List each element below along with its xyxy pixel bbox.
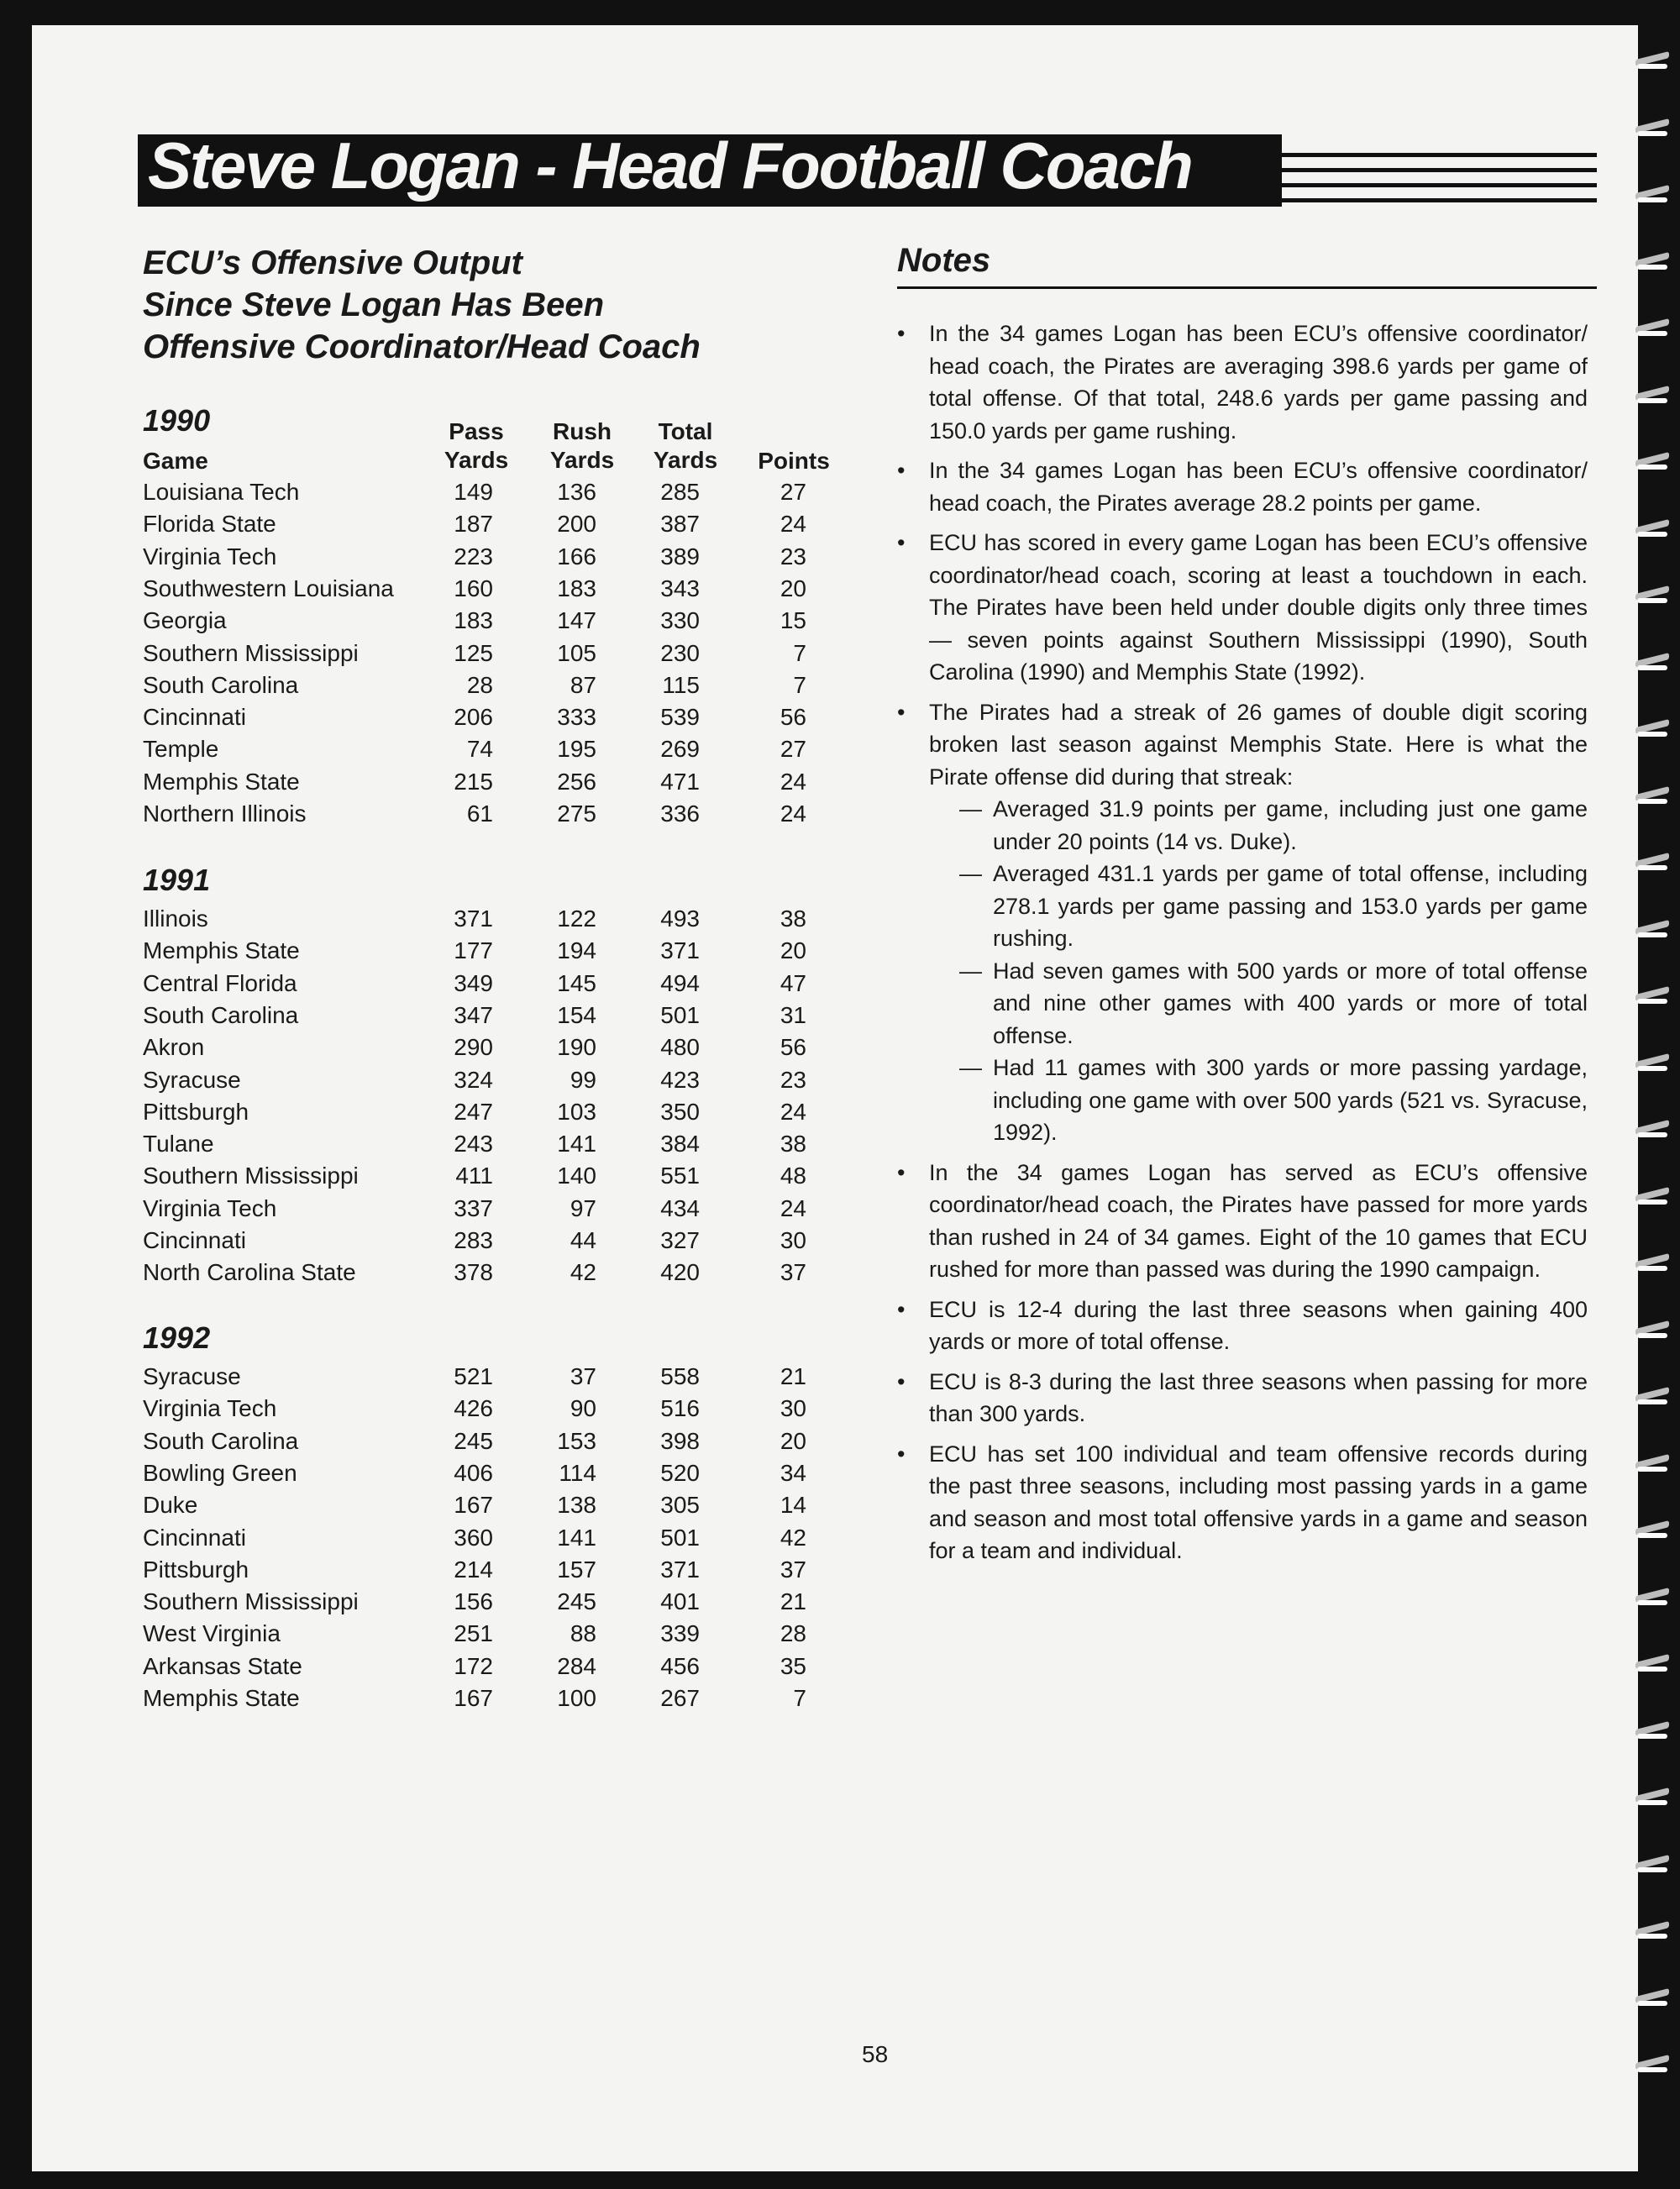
total-yards-cell: 330	[660, 607, 700, 634]
binding-coil	[1634, 852, 1676, 877]
pass-yards-cell: 337	[454, 1194, 493, 1221]
rush-yards-cell: 195	[557, 736, 596, 763]
rush-yards-cell: 87	[570, 671, 596, 698]
note-sub-text: Had seven games with 500 yards or more of total offense and nine other games with 400 yards or more of total offense.	[993, 958, 1588, 1048]
opponent-cell: Louisiana Tech	[143, 479, 300, 505]
table-row	[143, 640, 840, 672]
pass-yards-cell: 167	[454, 1685, 493, 1711]
pass-yards-cell: 172	[454, 1652, 493, 1679]
total-yards-cell: 343	[660, 575, 700, 601]
note-text: • In the 34 games Logan has served as ECU’s offensive coordinator/head coach, the Pirates have passed for more yards than rushed in 24 of 34 games. Eight of the 10 games that ECU rushed for more than passed was during the 1990 campaign.	[929, 1159, 1588, 1282]
rush-yards-cell: 153	[557, 1427, 596, 1454]
total-yards-cell: 384	[660, 1131, 700, 1157]
points-cell: 48	[780, 1163, 806, 1189]
pass-yards-cell: 371	[454, 906, 493, 932]
col-header-pass	[434, 417, 518, 475]
total-yards-cell: 387	[660, 511, 700, 538]
pass-yards-cell: 61	[466, 801, 493, 827]
rush-yards-cell: 157	[557, 1556, 596, 1583]
rush-yards-cell: 183	[557, 575, 596, 601]
table-row	[143, 704, 840, 736]
opponent-cell: South Carolina	[143, 1427, 299, 1454]
points-cell: 24	[780, 1098, 806, 1125]
pass-yards-cell: 74	[466, 736, 493, 763]
binding-coil	[1634, 318, 1676, 343]
rush-yards-cell: 166	[557, 543, 596, 570]
opponent-cell: Akron	[143, 1034, 205, 1061]
note-sub-text: Averaged 31.9 points per game, including just one game under 20 points (14 vs. Duke).	[993, 796, 1588, 854]
total-yards-cell: 539	[660, 704, 700, 731]
points-cell: 34	[780, 1459, 806, 1486]
table-row	[143, 511, 840, 543]
binding-coil	[1634, 1787, 1676, 1812]
pass-yards-cell: 406	[454, 1459, 493, 1486]
pass-yards-cell: 167	[454, 1492, 493, 1519]
binding-coil	[1634, 184, 1676, 209]
rush-yards-cell: 154	[557, 1001, 596, 1028]
total-yards-cell: 398	[660, 1427, 700, 1454]
pass-yards-cell: 521	[454, 1363, 493, 1389]
binding-coil	[1634, 518, 1676, 543]
total-yards-cell: 350	[660, 1098, 700, 1125]
table-row	[143, 1653, 840, 1685]
points-cell: 24	[780, 768, 806, 795]
opponent-cell: Northern Illinois	[143, 801, 307, 827]
table-row	[143, 1259, 840, 1291]
rush-yards-cell: 256	[557, 768, 596, 795]
note-item	[897, 1366, 1588, 1430]
binding-coil	[1634, 585, 1676, 610]
points-cell: 42	[780, 1524, 806, 1551]
page-title: Steve Logan - Head Football Coach	[148, 129, 1192, 202]
note-sub-text: Had 11 games with 300 yards or more passing yardage, including one game with over 500 yards (521 vs. Syracuse, 1992).	[993, 1055, 1588, 1145]
col-header-line: Total	[658, 418, 713, 444]
opponent-cell: North Carolina State	[143, 1259, 356, 1286]
binding-coil	[1634, 1720, 1676, 1745]
rush-yards-cell: 138	[557, 1492, 596, 1519]
note-sub-item	[929, 793, 1588, 858]
opponent-cell: Virginia Tech	[143, 543, 277, 570]
pass-yards-cell: 160	[454, 575, 493, 601]
opponent-cell: Virginia Tech	[143, 1395, 277, 1422]
total-yards-cell: 480	[660, 1034, 700, 1061]
opponent-cell: Pittsburgh	[143, 1098, 249, 1125]
points-cell: 30	[780, 1227, 806, 1253]
total-yards-cell: 471	[660, 768, 700, 795]
rush-yards-cell: 136	[557, 479, 596, 505]
pass-yards-cell: 347	[454, 1001, 493, 1028]
total-yards-cell: 456	[660, 1652, 700, 1679]
binding-coil	[1634, 985, 1676, 1011]
rush-yards-cell: 194	[557, 937, 596, 964]
pass-yards-cell: 426	[454, 1395, 493, 1422]
opponent-cell: West Virginia	[143, 1620, 281, 1647]
points-cell: 21	[780, 1588, 806, 1615]
binding-coil	[1634, 451, 1676, 476]
points-cell: 37	[780, 1556, 806, 1583]
binding-coil	[1634, 2054, 1676, 2079]
total-yards-cell: 501	[660, 1001, 700, 1028]
notes-list	[897, 318, 1588, 1575]
opponent-cell: Cincinnati	[143, 1227, 246, 1253]
opponent-cell: Southern Mississippi	[143, 1588, 359, 1615]
opponent-cell: Cincinnati	[143, 704, 246, 731]
total-yards-cell: 371	[660, 937, 700, 964]
table-row	[143, 1034, 840, 1066]
table-row	[143, 801, 840, 832]
total-yards-cell: 285	[660, 479, 700, 505]
total-yards-cell: 558	[660, 1363, 700, 1389]
table-row	[143, 479, 840, 511]
binding-coil	[1634, 1987, 1676, 2013]
table-row	[143, 769, 840, 801]
note-item	[897, 1438, 1588, 1567]
points-cell: 20	[780, 575, 806, 601]
total-yards-cell: 269	[660, 736, 700, 763]
col-header-line: Yards	[549, 447, 615, 473]
opponent-cell: Syracuse	[143, 1066, 241, 1093]
note-item	[897, 1294, 1588, 1358]
note-sub-item	[929, 858, 1588, 955]
col-header-line: Rush	[553, 418, 612, 444]
note-item	[897, 696, 1588, 1149]
points-cell: 15	[780, 607, 806, 634]
rush-yards-cell: 37	[570, 1363, 596, 1389]
table-row	[143, 1685, 840, 1717]
pass-yards-cell: 177	[454, 937, 493, 964]
note-sub-text: Averaged 431.1 yards per game of total offense, including 278.1 yards per game passing and 153.0 yards per game rushing.	[993, 861, 1588, 951]
points-cell: 38	[780, 1131, 806, 1157]
heading-line: Since Steve Logan Has Been	[143, 286, 605, 323]
table-row	[143, 1363, 840, 1395]
table-row	[143, 736, 840, 768]
opponent-cell: South Carolina	[143, 1001, 299, 1028]
points-cell: 31	[780, 1001, 806, 1028]
opponent-cell: South Carolina	[143, 671, 299, 698]
spiral-binding	[1634, 50, 1680, 2150]
pass-yards-cell: 349	[454, 969, 493, 996]
opponent-cell: Memphis State	[143, 1685, 300, 1711]
table-row	[143, 937, 840, 969]
opponent-cell: Memphis State	[143, 937, 300, 964]
note-sub-item	[929, 1052, 1588, 1149]
opponent-cell: Cincinnati	[143, 1524, 246, 1551]
heading-line: ECU’s Offensive Output	[143, 244, 522, 281]
note-text: • In the 34 games Logan has been ECU’s offensive coordinator/ head coach, the Pirates are averaging 398.6 yards per game of total offense. Of that total, 248.6 yards per game passing and 150.0 yards per game rushing.	[929, 321, 1588, 444]
points-cell: 23	[780, 543, 806, 570]
points-cell: 28	[780, 1620, 806, 1647]
points-cell: 24	[780, 1194, 806, 1221]
points-cell: 7	[793, 1685, 806, 1711]
opponent-cell: Duke	[143, 1492, 198, 1519]
dash-bullet: —	[959, 1055, 982, 1080]
pass-yards-cell: 411	[455, 1163, 493, 1189]
opponent-cell: Illinois	[143, 906, 208, 932]
opponent-cell: Bowling Green	[143, 1459, 297, 1486]
table-row	[143, 1620, 840, 1652]
note-item	[897, 454, 1588, 519]
table-row	[143, 1099, 840, 1131]
table-row	[143, 970, 840, 1002]
title-rule	[1282, 198, 1597, 202]
rush-yards-cell: 99	[570, 1066, 596, 1093]
rush-yards-cell: 97	[570, 1194, 596, 1221]
rush-yards-cell: 190	[557, 1034, 596, 1061]
table-row	[143, 1556, 840, 1588]
table-row	[143, 1195, 840, 1227]
table-row	[143, 1002, 840, 1034]
rush-yards-cell: 42	[570, 1259, 596, 1286]
pass-yards-cell: 283	[454, 1227, 493, 1253]
col-header-line: Pass	[449, 418, 504, 444]
points-cell: 27	[780, 479, 806, 505]
total-yards-cell: 423	[660, 1066, 700, 1093]
title-rule	[1282, 183, 1597, 187]
table-row	[143, 1588, 840, 1620]
total-yards-cell: 520	[660, 1459, 700, 1486]
table-row	[143, 1131, 840, 1163]
col-header-total	[643, 417, 727, 475]
notes-rule	[897, 286, 1597, 289]
table-row	[143, 906, 840, 937]
total-yards-cell: 434	[660, 1194, 700, 1221]
dash-bullet: —	[959, 796, 982, 822]
points-cell: 21	[780, 1363, 806, 1389]
table-row	[143, 1428, 840, 1460]
note-item	[897, 318, 1588, 447]
rush-yards-cell: 145	[557, 969, 596, 996]
opponent-cell: Southern Mississippi	[143, 639, 359, 666]
opponent-cell: Pittsburgh	[143, 1556, 249, 1583]
dash-bullet: —	[959, 958, 982, 984]
table-row	[143, 1492, 840, 1524]
rush-yards-cell: 122	[557, 906, 596, 932]
points-cell: 7	[793, 639, 806, 666]
points-cell: 24	[780, 511, 806, 538]
total-yards-cell: 389	[660, 543, 700, 570]
offense-heading	[143, 242, 701, 368]
opponent-cell: Temple	[143, 736, 219, 763]
pass-yards-cell: 28	[466, 671, 493, 698]
points-cell: 27	[780, 736, 806, 763]
rush-yards-cell: 200	[557, 511, 596, 538]
title-rule	[1282, 153, 1597, 157]
total-yards-cell: 230	[660, 639, 700, 666]
pass-yards-cell: 251	[454, 1620, 493, 1647]
total-yards-cell: 501	[660, 1524, 700, 1551]
note-text: • The Pirates had a streak of 26 games of double digit scoring broken last season against Memphis State. Here is what the Pirate offense did during that streak:	[929, 699, 1588, 790]
opponent-cell: Central Florida	[143, 969, 297, 996]
total-yards-cell: 305	[660, 1492, 700, 1519]
points-cell: 35	[780, 1652, 806, 1679]
rush-yards-cell: 105	[557, 639, 596, 666]
col-header-line: Yards	[653, 447, 718, 473]
pass-yards-cell: 378	[454, 1259, 493, 1286]
col-header-rush	[540, 417, 624, 475]
total-yards-cell: 115	[662, 671, 700, 698]
total-yards-cell: 339	[660, 1620, 700, 1647]
pass-yards-cell: 125	[454, 639, 493, 666]
points-cell: 23	[780, 1066, 806, 1093]
notes-title: Notes	[897, 242, 991, 279]
binding-coil	[1634, 1252, 1676, 1278]
col-header-game: Game	[143, 448, 208, 474]
points-cell: 56	[780, 1034, 806, 1061]
dash-bullet: —	[959, 861, 982, 886]
total-yards-cell: 401	[660, 1588, 700, 1615]
note-sub-item	[929, 955, 1588, 1053]
binding-coil	[1634, 385, 1676, 410]
rush-yards-cell: 141	[557, 1131, 596, 1157]
rush-yards-cell: 245	[557, 1588, 596, 1615]
page-number: 58	[862, 2041, 889, 2067]
season-year: 1991	[143, 863, 211, 897]
table-row	[143, 1395, 840, 1427]
col-header-points: Points	[758, 448, 830, 474]
total-yards-cell: 516	[660, 1395, 700, 1422]
total-yards-cell: 336	[660, 801, 700, 827]
pass-yards-cell: 247	[454, 1098, 493, 1125]
binding-coil	[1634, 251, 1676, 276]
binding-coil	[1634, 718, 1676, 743]
binding-coil	[1634, 1520, 1676, 1545]
points-cell: 30	[780, 1395, 806, 1422]
total-yards-cell: 551	[660, 1163, 700, 1189]
opponent-cell: Syracuse	[143, 1363, 241, 1389]
rush-yards-cell: 44	[570, 1227, 596, 1253]
rush-yards-cell: 100	[557, 1685, 596, 1711]
season-year: 1990	[143, 403, 211, 438]
note-text: • ECU has set 100 individual and team offensive records during the past three seasons, including most passing yards in a game and season and most total offensive yards in a game and season for a team and individual.	[929, 1441, 1588, 1563]
total-yards-cell: 420	[660, 1259, 700, 1286]
pass-yards-cell: 290	[454, 1034, 493, 1061]
binding-coil	[1634, 1854, 1676, 1879]
note-text: • ECU is 8-3 during the last three seasons when passing for more than 300 yards.	[929, 1368, 1588, 1426]
pass-yards-cell: 187	[454, 511, 493, 538]
binding-coil	[1634, 1587, 1676, 1612]
points-cell: 20	[780, 1427, 806, 1454]
binding-coil	[1634, 1320, 1676, 1345]
opponent-cell: Arkansas State	[143, 1652, 302, 1679]
total-yards-cell: 327	[660, 1227, 700, 1253]
rush-yards-cell: 103	[557, 1098, 596, 1125]
total-yards-cell: 494	[660, 969, 700, 996]
table-row	[143, 543, 840, 575]
opponent-cell: Southern Mississippi	[143, 1163, 359, 1189]
opponent-cell: Memphis State	[143, 768, 300, 795]
rush-yards-cell: 90	[570, 1395, 596, 1422]
total-yards-cell: 493	[660, 906, 700, 932]
opponent-cell: Virginia Tech	[143, 1194, 277, 1221]
rush-yards-cell: 141	[557, 1524, 596, 1551]
pass-yards-cell: 243	[454, 1131, 493, 1157]
rush-yards-cell: 140	[557, 1163, 596, 1189]
binding-coil	[1634, 785, 1676, 811]
binding-coil	[1634, 919, 1676, 944]
pass-yards-cell: 214	[454, 1556, 493, 1583]
pass-yards-cell: 223	[454, 543, 493, 570]
binding-coil	[1634, 1453, 1676, 1478]
table-row	[143, 1227, 840, 1259]
opponent-cell: Tulane	[143, 1131, 214, 1157]
opponent-cell: Florida State	[143, 511, 276, 538]
pass-yards-cell: 324	[454, 1066, 493, 1093]
points-cell: 24	[780, 801, 806, 827]
points-cell: 20	[780, 937, 806, 964]
opponent-cell: Southwestern Louisiana	[143, 575, 394, 601]
pass-yards-cell: 156	[454, 1588, 493, 1615]
pass-yards-cell: 149	[454, 479, 493, 505]
note-item	[897, 527, 1588, 689]
binding-coil	[1634, 1119, 1676, 1144]
points-cell: 56	[780, 704, 806, 731]
binding-coil	[1634, 1653, 1676, 1678]
col-header-line: Yards	[444, 447, 509, 473]
rush-yards-cell: 284	[557, 1652, 596, 1679]
binding-coil	[1634, 1386, 1676, 1411]
table-row	[143, 575, 840, 607]
binding-coil	[1634, 1920, 1676, 1945]
binding-coil	[1634, 652, 1676, 677]
binding-coil	[1634, 50, 1676, 76]
season-year: 1992	[143, 1320, 211, 1355]
binding-coil	[1634, 118, 1676, 143]
pass-yards-cell: 183	[454, 607, 493, 634]
binding-coil	[1634, 1053, 1676, 1078]
pass-yards-cell: 245	[454, 1427, 493, 1454]
points-cell: 47	[780, 969, 806, 996]
heading-line: Offensive Coordinator/Head Coach	[143, 328, 701, 365]
total-yards-cell: 371	[660, 1556, 700, 1583]
table-row	[143, 607, 840, 639]
title-rule	[1282, 168, 1597, 172]
pass-yards-cell: 206	[454, 704, 493, 731]
note-item	[897, 1157, 1588, 1286]
table-row	[143, 1163, 840, 1194]
pass-yards-cell: 360	[454, 1524, 493, 1551]
rush-yards-cell: 88	[570, 1620, 596, 1647]
pass-yards-cell: 215	[454, 768, 493, 795]
points-cell: 14	[780, 1492, 806, 1519]
rush-yards-cell: 147	[557, 607, 596, 634]
opponent-cell: Georgia	[143, 607, 227, 634]
rush-yards-cell: 333	[557, 704, 596, 731]
rush-yards-cell: 275	[557, 801, 596, 827]
rush-yards-cell: 114	[559, 1459, 596, 1486]
note-text: • ECU is 12-4 during the last three seasons when gaining 400 yards or more of total offense.	[929, 1296, 1588, 1354]
note-text: • In the 34 games Logan has been ECU’s offensive coordinator/ head coach, the Pirates average 28.2 points per game.	[929, 458, 1588, 516]
points-cell: 38	[780, 906, 806, 932]
points-cell: 37	[780, 1259, 806, 1286]
table-row	[143, 672, 840, 704]
points-cell: 7	[793, 671, 806, 698]
table-row	[143, 1525, 840, 1556]
binding-coil	[1634, 1186, 1676, 1211]
total-yards-cell: 267	[660, 1685, 700, 1711]
table-row	[143, 1067, 840, 1099]
note-text: • ECU has scored in every game Logan has been ECU’s offensive coordinator/head coach, scoring at least a touchdown in each. The Pirates have been held under double digits only three times — seven points against Southern Mississippi (1990), South Carolina (1990) and Memphis State (1992).	[929, 530, 1588, 685]
table-row	[143, 1460, 840, 1492]
